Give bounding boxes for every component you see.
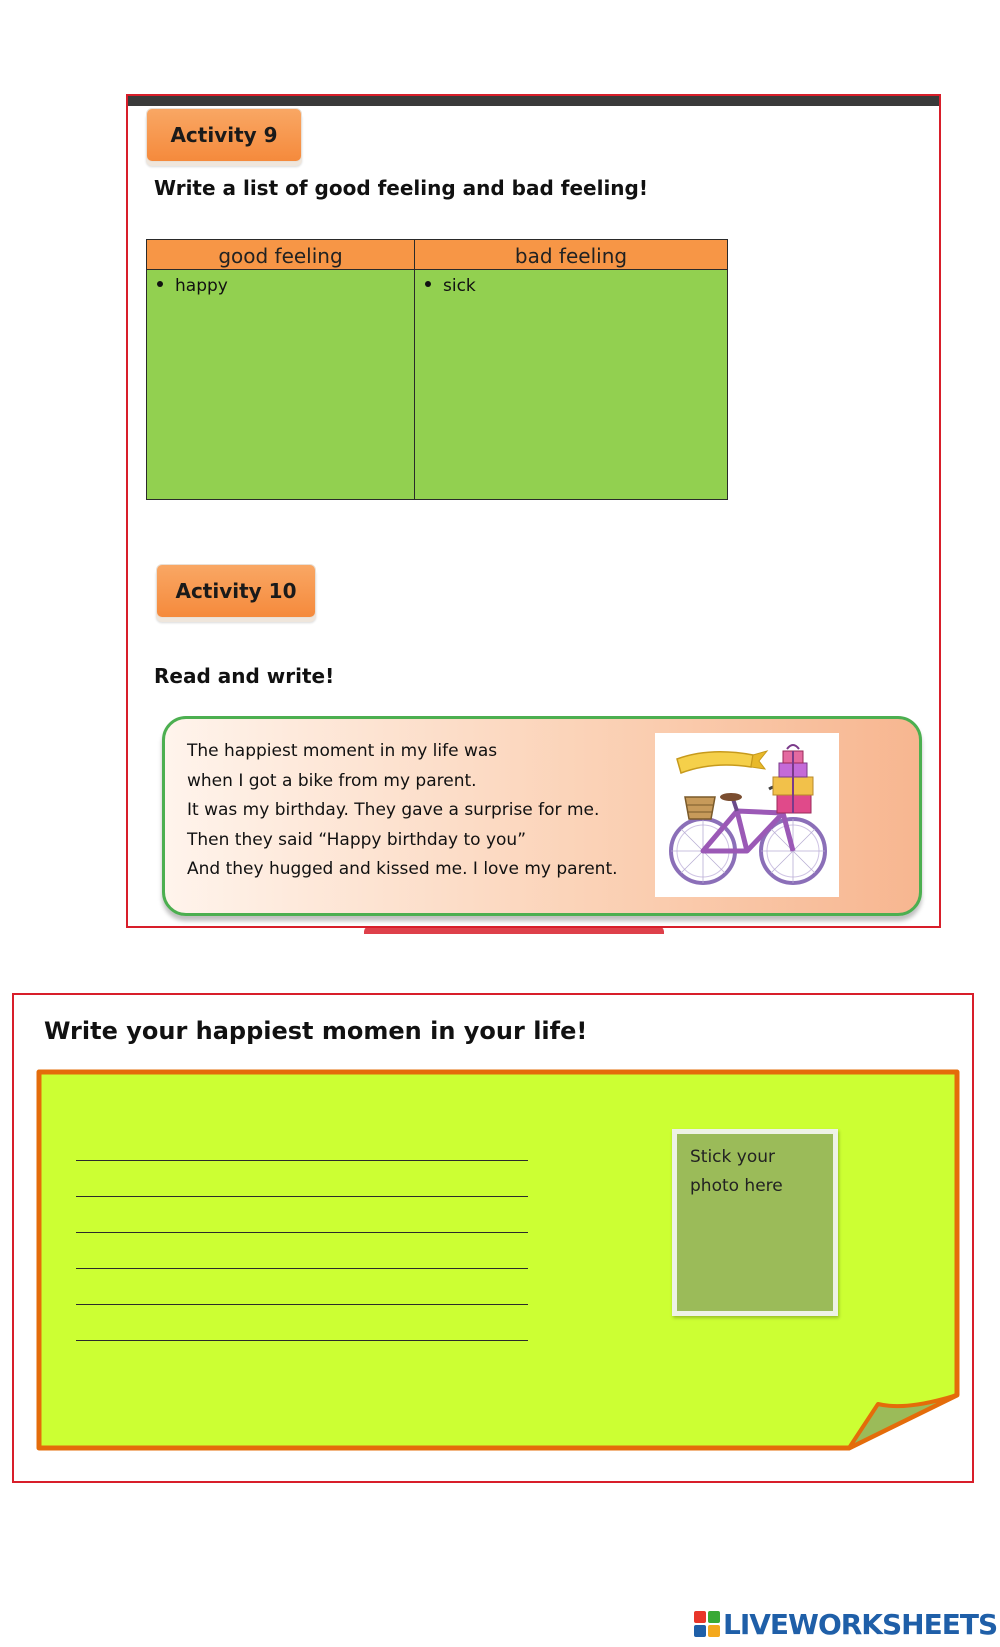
feelings-table	[146, 239, 728, 500]
story-line: The happiest moment in my life was	[187, 741, 498, 761]
writing-line[interactable]	[76, 1161, 528, 1197]
story-text	[187, 737, 618, 885]
writing-line[interactable]	[76, 1125, 528, 1161]
activity-9-instruction: Write a list of good feeling and bad feeling!	[154, 176, 648, 200]
activity-9-badge: Activity 9	[146, 108, 302, 162]
writing-line[interactable]	[76, 1233, 528, 1269]
writing-line[interactable]	[76, 1269, 528, 1305]
bullet-icon	[425, 281, 431, 287]
panel-top-bar	[128, 96, 939, 106]
liveworksheets-brand	[694, 1606, 997, 1642]
writing-instruction: Write your happiest momen in your life!	[44, 1017, 588, 1045]
story-line: And they hugged and kissed me. I love my parent.	[187, 859, 618, 879]
bad-feeling-column	[415, 240, 727, 499]
story-box	[162, 716, 922, 916]
good-feeling-text: happy	[175, 276, 228, 296]
photo-placeholder-text	[690, 1143, 783, 1201]
story-line: It was my birthday. They gave a surprise for me.	[187, 800, 600, 820]
photo-text-line: Stick your	[690, 1147, 775, 1167]
bad-feeling-text: sick	[443, 276, 476, 296]
story-line: Then they said “Happy birthday to you”	[187, 829, 527, 850]
writing-panel	[12, 993, 974, 1483]
bad-feeling-item[interactable]	[425, 276, 476, 296]
bad-feeling-header: bad feeling	[415, 240, 727, 270]
activity-10-badge: Activity 10	[156, 564, 316, 618]
writing-line[interactable]	[76, 1305, 528, 1341]
good-feeling-item[interactable]	[157, 276, 228, 296]
story-line: when I got a bike from my parent.	[187, 770, 477, 791]
good-feeling-header: good feeling	[147, 240, 414, 270]
writing-lines	[76, 1125, 528, 1341]
good-feeling-column	[147, 240, 415, 499]
bicycle-gift-image	[655, 733, 839, 897]
brand-name: LIVEWORKSHEETS	[723, 1607, 998, 1641]
photo-placeholder[interactable]	[672, 1129, 838, 1316]
sticky-note	[36, 1069, 961, 1451]
bullet-icon	[157, 281, 163, 287]
panel-bottom-tab	[364, 926, 664, 934]
writing-line[interactable]	[76, 1197, 528, 1233]
activity-panel	[126, 94, 941, 928]
liveworksheets-logo-icon	[694, 1611, 720, 1637]
photo-text-line: photo here	[690, 1176, 783, 1196]
bicycle-icon	[655, 733, 839, 897]
activity-10-instruction: Read and write!	[154, 664, 335, 688]
